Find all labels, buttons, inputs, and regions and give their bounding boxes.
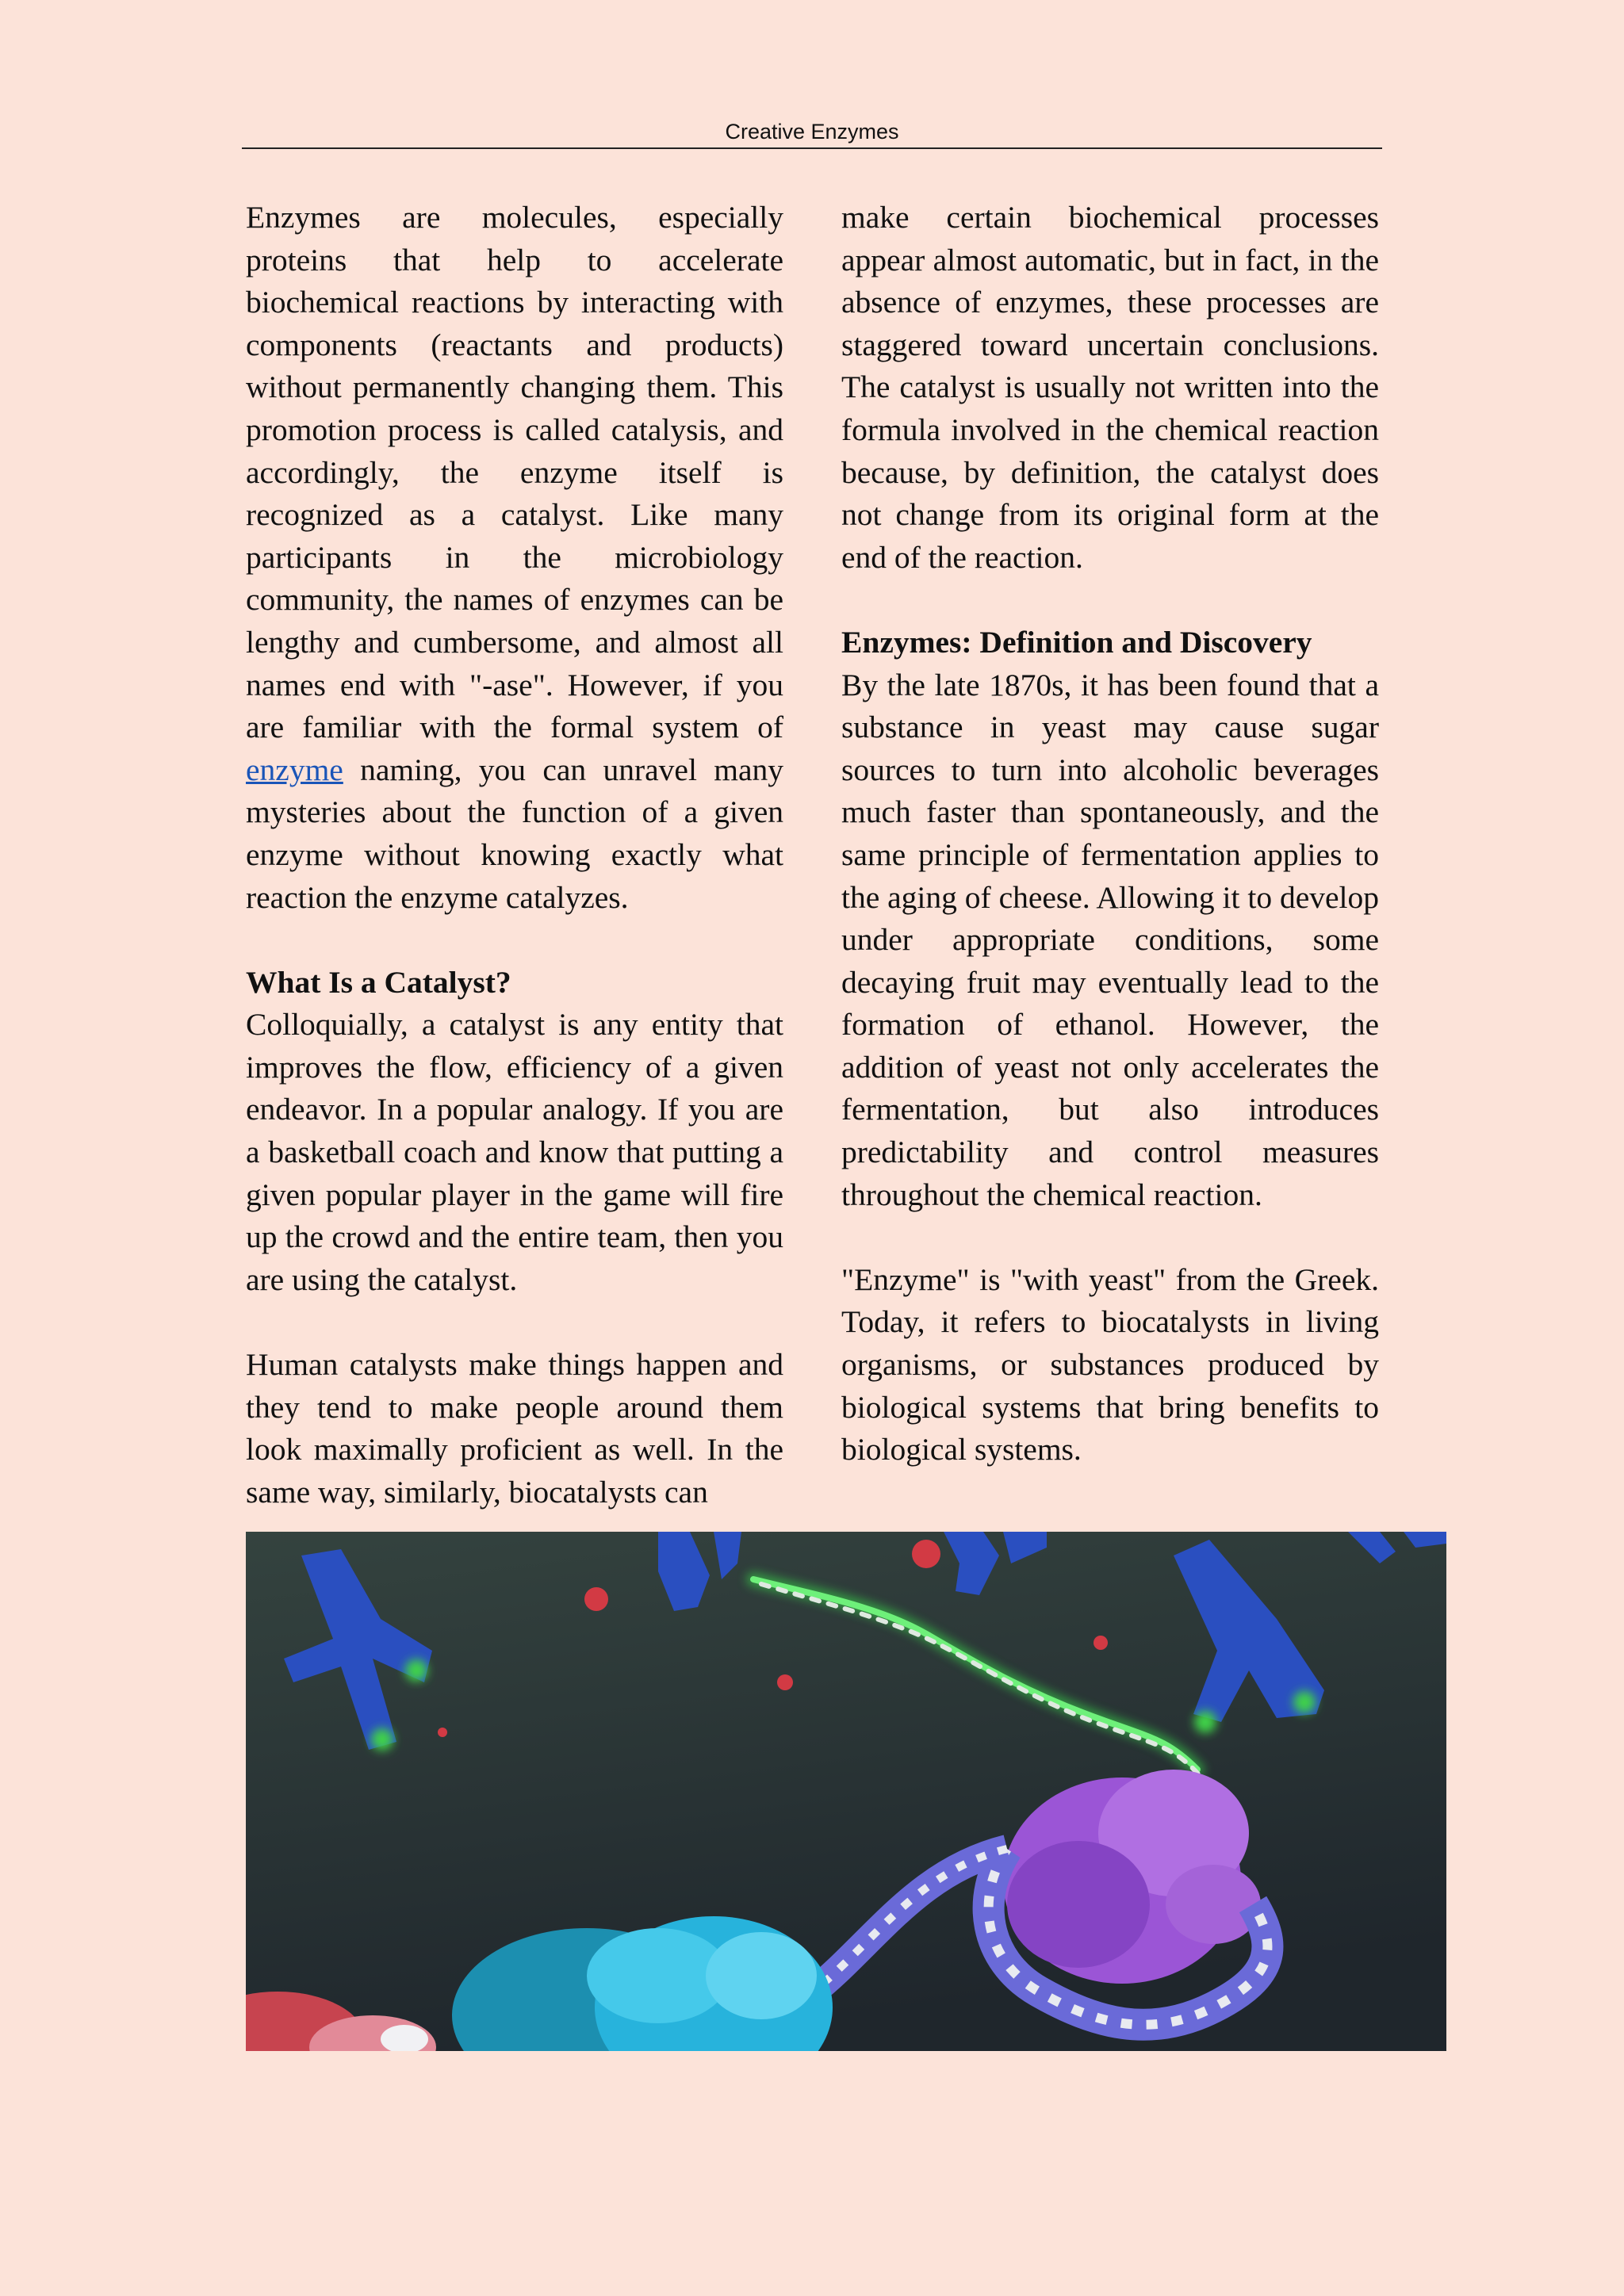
etymology-paragraph: "Enzyme" is "with yeast" from the Greek. Today, it refers to biocatalysts in living organisms, or substances produced by biological systems that bring benefits to biological systems.	[841, 1261, 1379, 1468]
human-catalysts-paragraph: Human catalysts make things happen and they tend to make people around them look maximally proficient as well. In the same way, similarly, biocatalysts can	[246, 1347, 783, 1510]
intro-text-start: Enzymes are molecules, especially proteins that help to accelerate biochemical reactions by interacting with components (reactants and products) without permanently changing them. This promotion process is called catalysis, and accordingly, the enzyme itself is recognized as a catalyst. Like many participants in the microbiology community, the names of enzymes can be lengthy and cumbersome, and almost all names end with "-ase". However, if you are familiar with the formal system of	[246, 200, 783, 745]
heading-what-is-catalyst: What Is a Catalyst?	[246, 964, 511, 1000]
catalyst-paragraph: Colloquially, a catalyst is any entity that improves the flow, efficiency of a given endeavor. In a popular analogy. If you are a basketball coach and know that putting a given popular player in the game will fire up the crowd and the entire team, then you are using the catalyst.	[246, 1007, 783, 1297]
intro-paragraph	[246, 197, 783, 919]
left-column	[246, 197, 783, 1556]
right-column	[841, 197, 1379, 1513]
intro-text-end: naming, you can unravel many mysteries about the function of a given enzyme without knowing exactly what reaction the enzyme catalyzes.	[246, 752, 783, 915]
heading-definition-discovery: Enzymes: Definition and Discovery	[841, 624, 1312, 660]
discovery-paragraph: By the late 1870s, it has been found that a substance in yeast may cause sugar sources to turn into alcoholic beverages much faster than spontaneously, and the same principle of fermentation applies to the aging of cheese. Allowing it to develop under appropriate conditions, some decaying fruit may eventually lead to the formation of ethanol. However, the addition of yeast not only accelerates the fermentation, but also introduces predictability and control measures throughout the chemical reaction.	[841, 667, 1379, 1212]
biocatalysts-paragraph: make certain biochemical processes appear almost automatic, but in fact, in the absence of enzymes, these processes are staggered toward uncertain conclusions. The catalyst is usually not written into the formula involved in the chemical reaction because, by definition, the catalyst does not change from its original form at the end of the reaction.	[841, 200, 1379, 575]
header-title: Creative Enzymes	[725, 120, 899, 144]
enzyme-illustration	[246, 1532, 1446, 2051]
enzyme-link[interactable]: enzyme	[246, 752, 343, 787]
page-header	[242, 117, 1382, 149]
